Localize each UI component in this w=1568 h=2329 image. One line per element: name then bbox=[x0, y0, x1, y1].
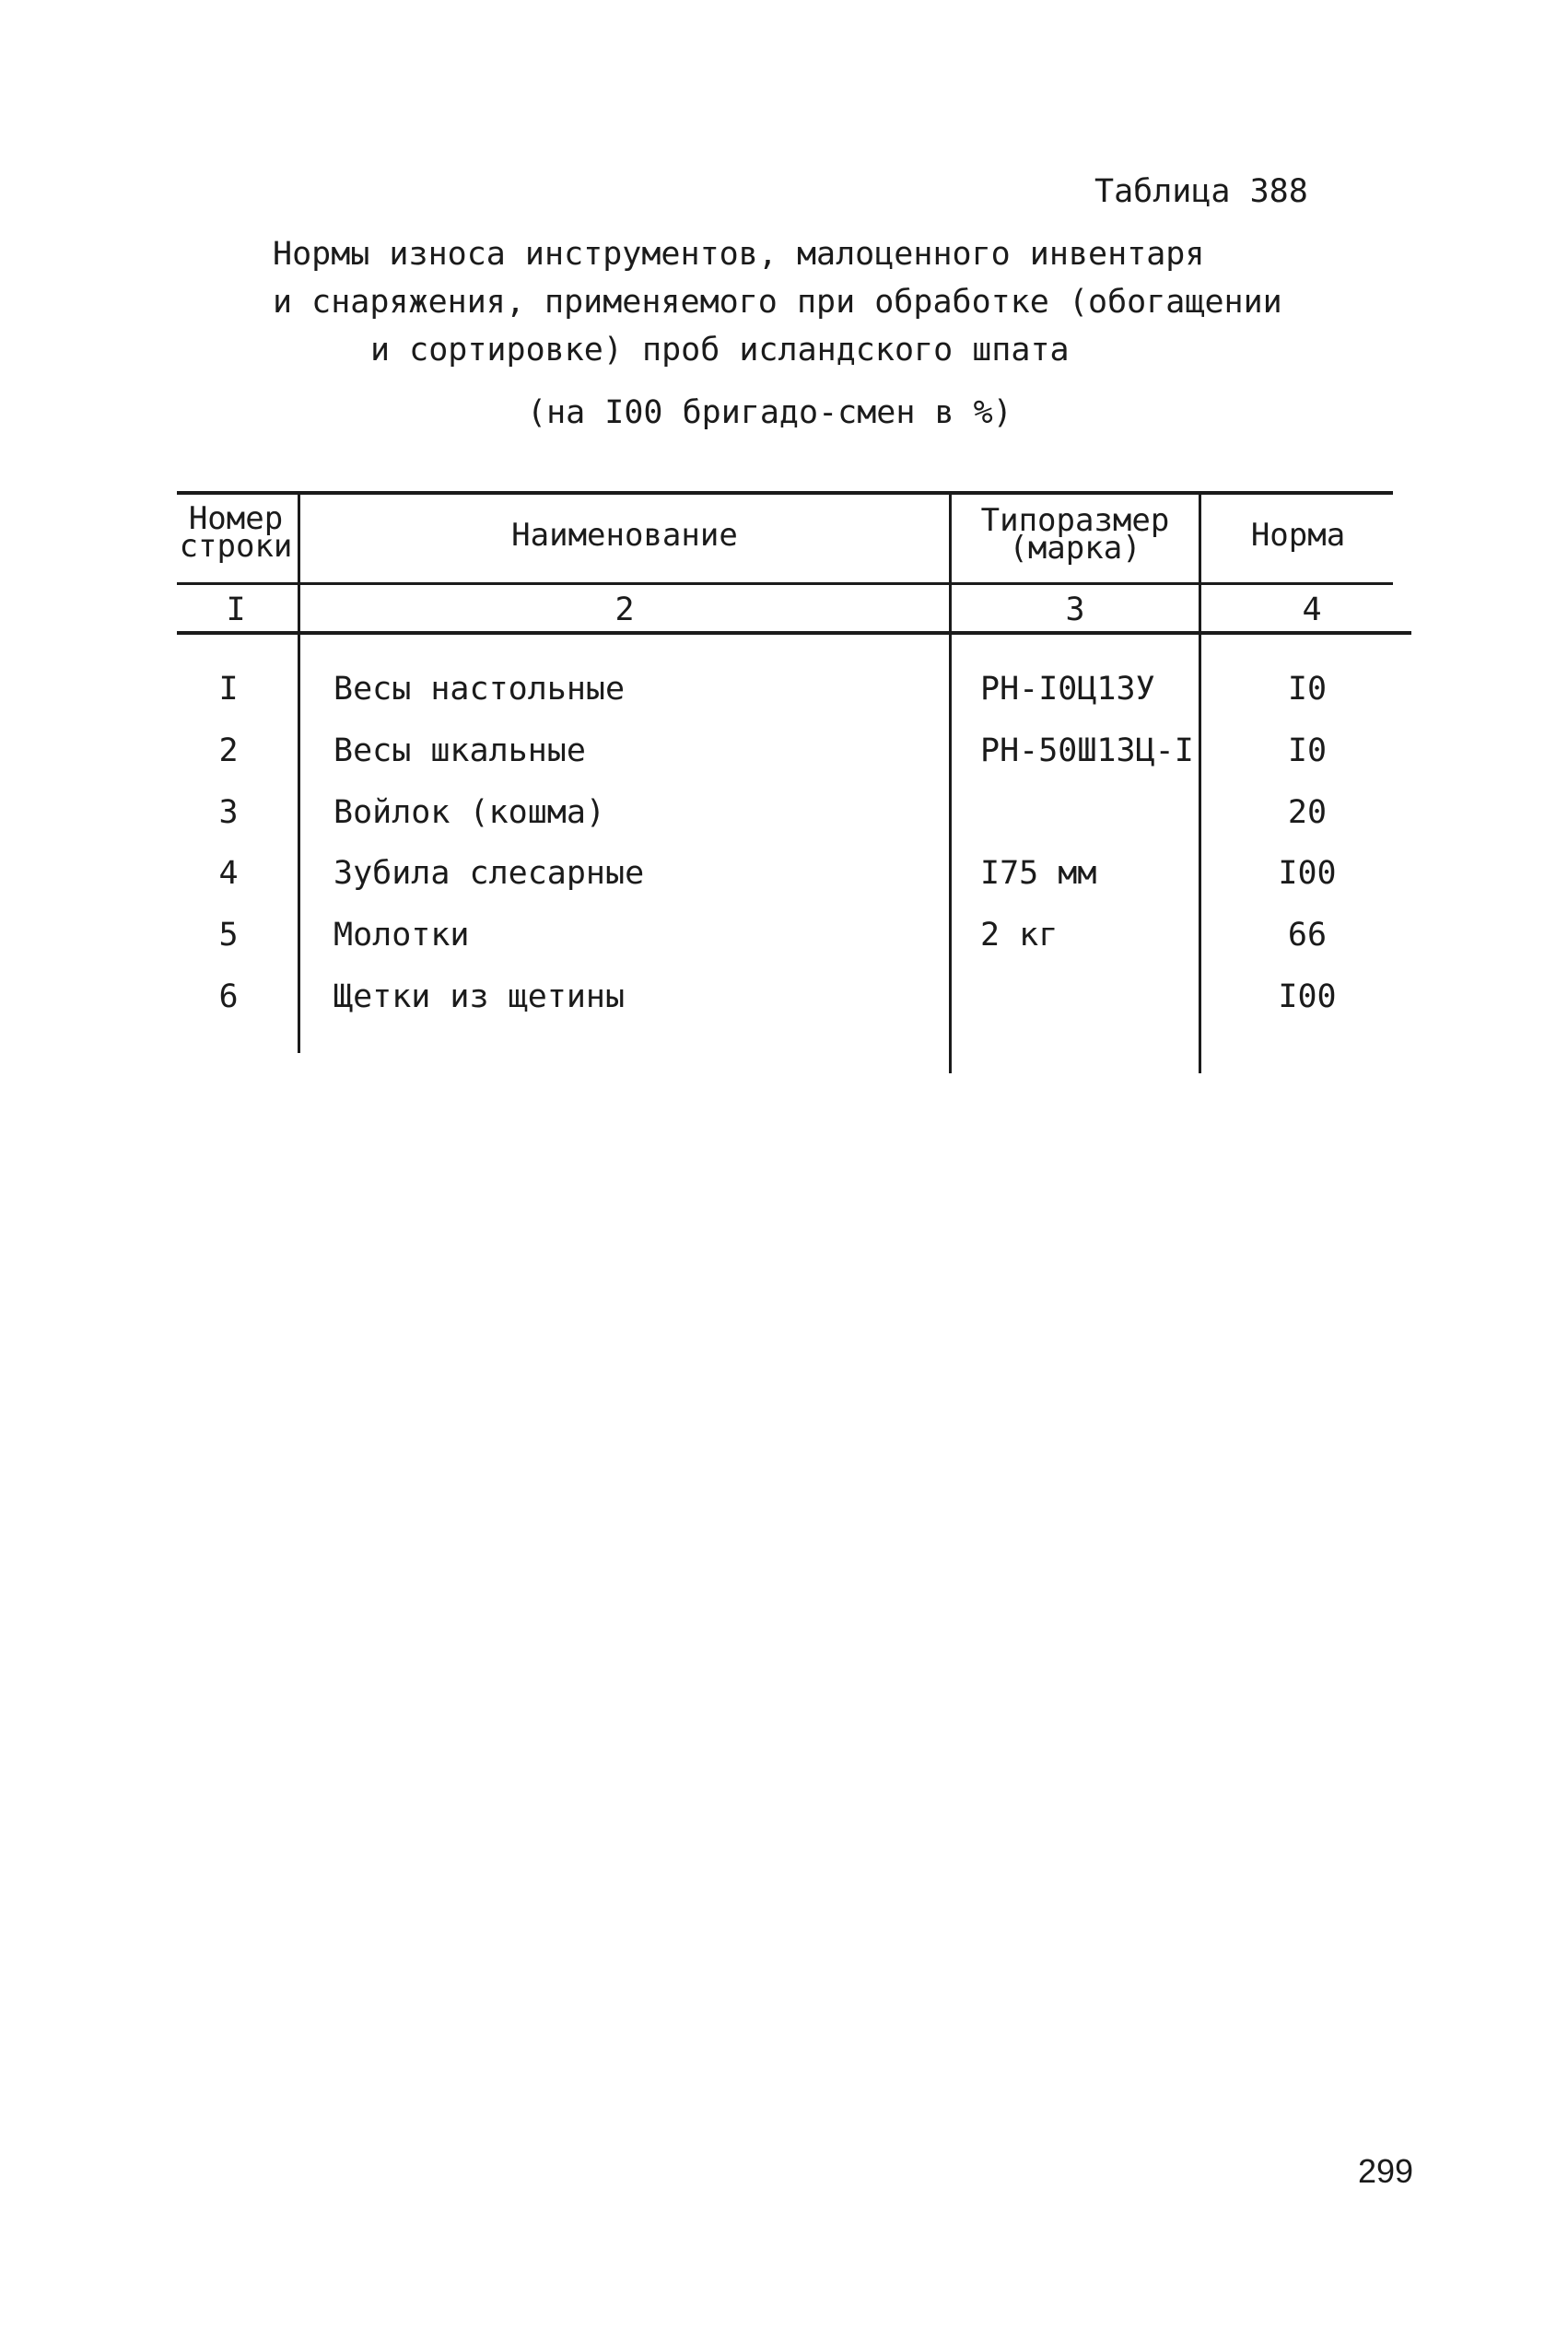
header-norm: Норма bbox=[1250, 517, 1346, 554]
row-3-norm: 20 bbox=[1287, 794, 1328, 831]
column-number-1: I bbox=[226, 591, 246, 628]
row-3-number: 3 bbox=[218, 794, 239, 831]
row-2-number: 2 bbox=[218, 732, 239, 769]
column-number-2: 2 bbox=[614, 591, 635, 628]
header-type-size-line-2: (марка) bbox=[1009, 530, 1141, 567]
row-4-type: I75 мм bbox=[980, 855, 1097, 892]
header-row-number-line-2: строки bbox=[179, 528, 293, 565]
column-divider-2 bbox=[949, 493, 952, 1073]
row-4-name: Зубила слесарные bbox=[333, 855, 645, 892]
row-5-type: 2 кг bbox=[980, 917, 1059, 954]
row-4-number: 4 bbox=[218, 855, 239, 892]
row-6-norm: I00 bbox=[1278, 978, 1337, 1015]
row-6-name: Щетки из щетины bbox=[333, 978, 626, 1015]
row-2-name: Весы шкальные bbox=[333, 732, 586, 769]
column-numbers-bottom-rule bbox=[177, 631, 1411, 635]
header-row-number-line-1: Номер bbox=[188, 500, 284, 537]
row-6-number: 6 bbox=[218, 978, 239, 1015]
row-2-type: РН-50Ш13Ц-I bbox=[980, 732, 1194, 769]
table-number: Таблица 388 bbox=[1094, 173, 1308, 210]
units-note: (на I00 бригадо-смен в %) bbox=[527, 394, 1012, 431]
table-title-line-3: и сортировке) проб исландского шпата bbox=[370, 332, 1070, 369]
page-number: 299 bbox=[1358, 2152, 1414, 2190]
row-2-norm: I0 bbox=[1287, 732, 1328, 769]
table-top-rule bbox=[177, 491, 1393, 495]
row-1-name: Весы настольные bbox=[333, 671, 626, 708]
header-name: Наименование bbox=[511, 517, 738, 554]
header-type-size-line-1: Типоразмер bbox=[980, 502, 1170, 539]
row-3-name: Войлок (кошма) bbox=[333, 794, 606, 831]
column-number-3: 3 bbox=[1065, 591, 1085, 628]
header-row-number bbox=[175, 500, 297, 565]
row-4-norm: I00 bbox=[1278, 855, 1337, 892]
row-1-number: I bbox=[218, 671, 239, 708]
table-title-line-1: Нормы износа инструментов, малоценного инвентаря bbox=[273, 236, 1205, 273]
row-1-type: РН-I0Ц13У bbox=[980, 671, 1155, 708]
row-5-norm: 66 bbox=[1287, 917, 1328, 954]
table-title-line-2: и снаряжения, применяемого при обработке (обогащении bbox=[273, 284, 1282, 321]
row-1-norm: I0 bbox=[1287, 671, 1328, 708]
column-divider-1 bbox=[298, 493, 300, 1053]
header-type-size bbox=[952, 502, 1199, 567]
row-5-name: Молотки bbox=[333, 917, 470, 954]
row-5-number: 5 bbox=[218, 917, 239, 954]
header-bottom-rule bbox=[177, 582, 1393, 585]
column-number-4: 4 bbox=[1302, 591, 1322, 628]
